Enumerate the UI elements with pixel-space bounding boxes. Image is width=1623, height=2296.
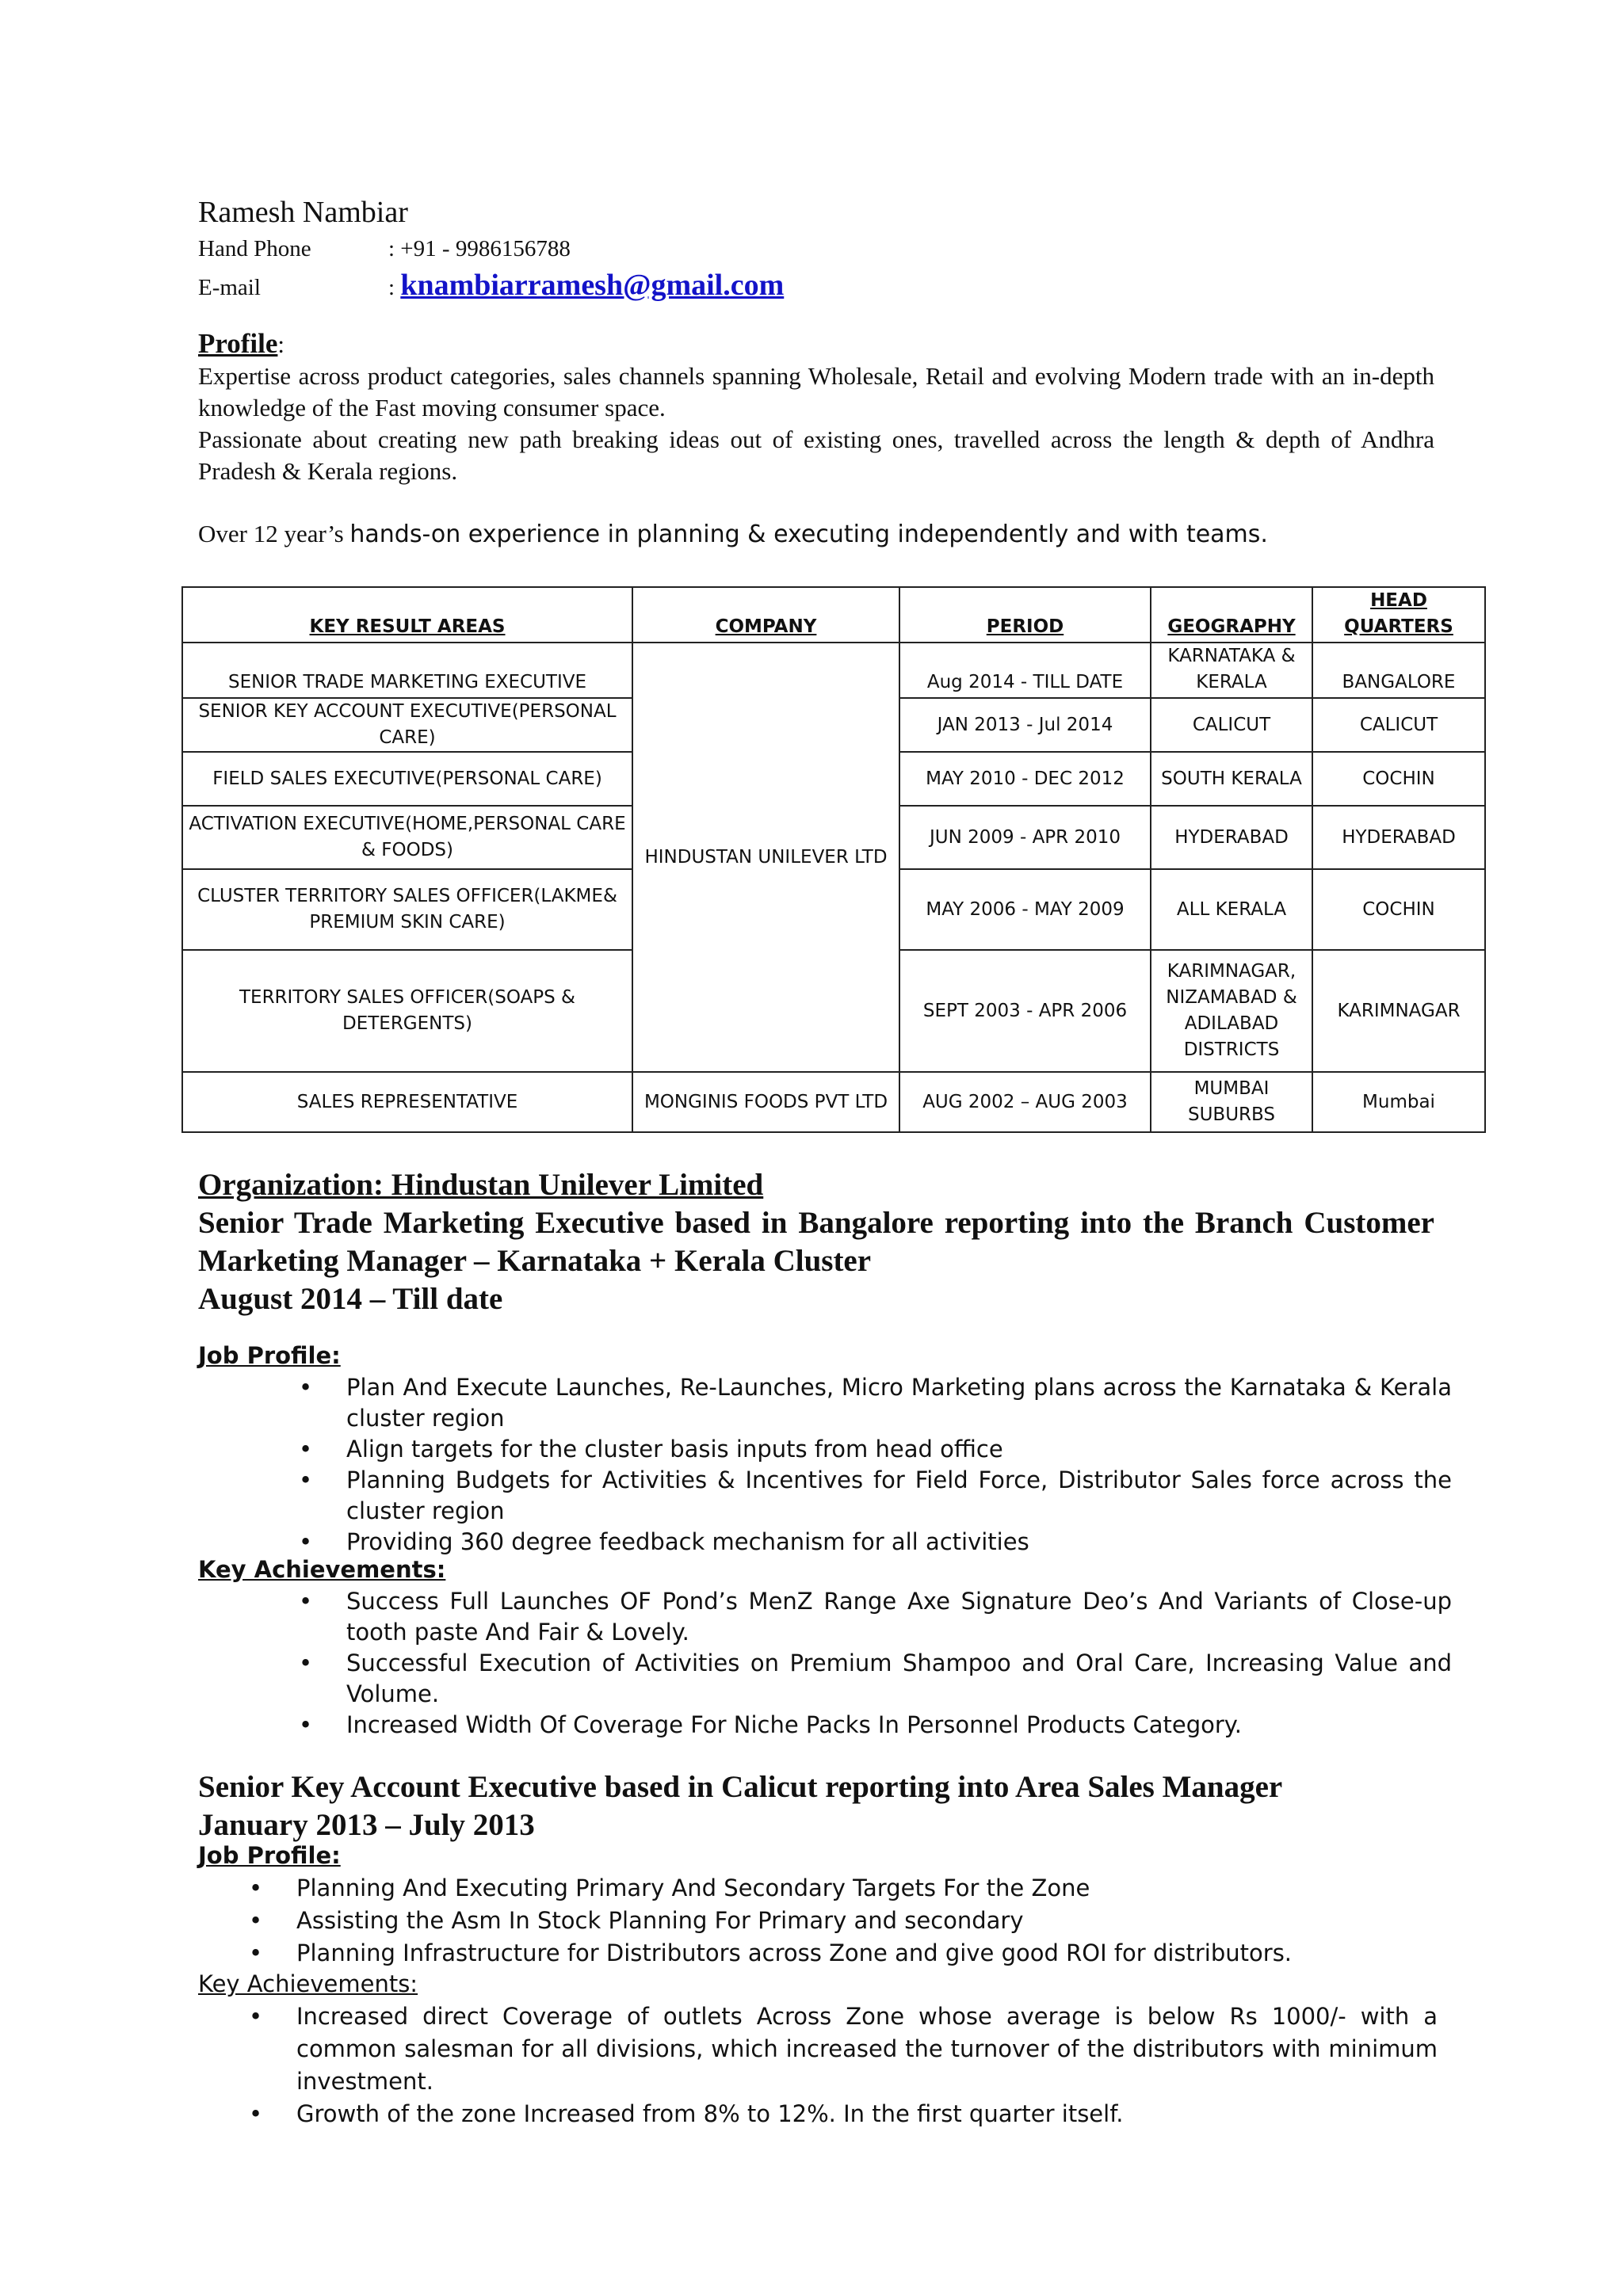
career-table	[181, 586, 1486, 1133]
list-item-text: Successful Execution of Activities on Premium Shampoo and Oral Care, Increasing Value and Volume.	[346, 1650, 1452, 1707]
hq-cell: COCHIN	[1312, 752, 1485, 806]
kra-cell: SALES REPRESENTATIVE	[182, 1072, 632, 1132]
table-header-row	[182, 587, 1485, 643]
bullet-icon: •	[299, 1711, 313, 1738]
kra-cell: CLUSTER TERRITORY SALES OFFICER(LAKME& PREMIUM SKIN CARE)	[182, 869, 632, 950]
list-item-text: Increased Width Of Coverage For Niche Packs In Personnel Products Category.	[346, 1711, 1243, 1738]
bullet-icon: •	[299, 1650, 313, 1676]
list-item	[249, 2000, 1438, 2098]
geography-cell: MUMBAI SUBURBS	[1151, 1072, 1312, 1132]
geography-cell: KARNATAKA & KERALA	[1151, 643, 1312, 698]
profile-paragraph-2: Passionate about creating new path breaking ideas out of existing ones, travelled across the length & depth of Andhra Pradesh & Kerala regions.	[198, 425, 1434, 485]
bullet-icon: •	[299, 1466, 313, 1493]
experience-suffix: hands-on experience in planning & executing independently and with teams.	[349, 521, 1268, 548]
period-cell: JAN 2013 - Jul 2014	[899, 698, 1151, 752]
profile-heading-row	[198, 328, 1434, 360]
geography-cell: KARIMNAGAR, NIZAMABAD & ADILABAD DISTRICTS	[1151, 950, 1312, 1072]
phone-label: Hand Phone	[198, 236, 311, 261]
role1-achievements-list	[299, 1586, 1452, 1741]
email-separator: :	[388, 275, 395, 300]
role2-job-profile-list	[249, 1872, 1438, 1970]
kra-cell: ACTIVATION EXECUTIVE(HOME,PERSONAL CARE & FOODS)	[182, 806, 632, 869]
role2-title: Senior Key Account Executive based in Calicut reporting into Area Sales Manager	[198, 1770, 1283, 1804]
bullet-icon: •	[249, 2003, 263, 2030]
geography-cell: SOUTH KERALA	[1151, 752, 1312, 806]
table-row	[182, 1072, 1485, 1132]
kra-cell: TERRITORY SALES OFFICER(SOAPS & DETERGENTS)	[182, 950, 632, 1072]
company-cell-monginis: MONGINIS FOODS PVT LTD	[632, 1072, 899, 1132]
list-item-text: Providing 360 degree feedback mechanism for all activities	[346, 1528, 1029, 1555]
header-company: COMPANY	[632, 587, 899, 643]
email-label: E-mail	[198, 275, 261, 300]
role1-dates: August 2014 – Till date	[198, 1282, 503, 1316]
list-item	[299, 1648, 1452, 1710]
bullet-icon: •	[299, 1436, 313, 1463]
role1-job-profile-list	[299, 1372, 1452, 1558]
bullet-icon: •	[299, 1374, 313, 1401]
period-cell: MAY 2010 - DEC 2012	[899, 752, 1151, 806]
profile-heading-colon: :	[277, 330, 285, 358]
period-cell: AUG 2002 – AUG 2003	[899, 1072, 1151, 1132]
bullet-icon: •	[299, 1528, 313, 1555]
kra-cell: FIELD SALES EXECUTIVE(PERSONAL CARE)	[182, 752, 632, 806]
hq-cell: KARIMNAGAR	[1312, 950, 1485, 1072]
list-item-text: Increased direct Coverage of outlets Across Zone whose average is below Rs 1000/- with a common salesman for all divisions, which increased the turnover of the distributors with minimum investment.	[296, 2003, 1438, 2095]
list-item	[299, 1465, 1452, 1527]
kra-cell: SENIOR TRADE MARKETING EXECUTIVE	[182, 643, 632, 698]
list-item	[299, 1710, 1452, 1741]
bullet-icon: •	[249, 1907, 263, 1934]
header-period: PERIOD	[899, 587, 1151, 643]
phone-row	[198, 236, 571, 262]
list-item-text: Assisting the Asm In Stock Planning For Primary and secondary	[296, 1907, 1024, 1934]
list-item	[299, 1434, 1452, 1465]
hq-cell: Mumbai	[1312, 1072, 1485, 1132]
list-item	[249, 1872, 1438, 1905]
period-cell: JUN 2009 - APR 2010	[899, 806, 1151, 869]
profile-heading: Profile	[198, 328, 278, 359]
header-head-quarters: HEAD QUARTERS	[1312, 587, 1485, 643]
list-item-text: Planning Budgets for Activities & Incentives for Field Force, Distributor Sales force across the cluster region	[346, 1466, 1452, 1524]
role2-dates: January 2013 – July 2013	[198, 1808, 535, 1842]
header-geography: GEOGRAPHY	[1151, 587, 1312, 643]
list-item	[299, 1372, 1452, 1434]
experience-prefix: Over 12 year’s	[198, 520, 344, 547]
profile-paragraph-1: Expertise across product categories, sales channels spanning Wholesale, Retail and evolving Modern trade with an in-depth knowledge of the Fast moving consumer space.	[198, 362, 1434, 421]
list-item-text: Align targets for the cluster basis inputs from head office	[346, 1436, 1003, 1463]
period-cell: Aug 2014 - TILL DATE	[899, 643, 1151, 698]
list-item-text: Success Full Launches OF Pond’s MenZ Range Axe Signature Deo’s And Variants of Close-up tooth paste And Fair & Lovely.	[346, 1588, 1452, 1646]
list-item-text: Plan And Execute Launches, Re-Launches, Micro Marketing plans across the Karnataka & Kerala cluster region	[346, 1374, 1452, 1432]
bullet-icon: •	[249, 1875, 263, 1901]
list-item	[299, 1586, 1452, 1648]
hq-cell: CALICUT	[1312, 698, 1485, 752]
role2-achievements-list	[249, 2000, 1438, 2130]
email-row	[198, 268, 784, 303]
role1-achievements-heading: Key Achievements:	[198, 1556, 446, 1583]
geography-cell: HYDERABAD	[1151, 806, 1312, 869]
bullet-icon: •	[249, 2100, 263, 2127]
role1-title: Senior Trade Marketing Executive based in Bangalore reporting into the Branch Customer Marketing Manager – Karnataka + Kerala Cluster	[198, 1206, 1434, 1278]
role1-job-profile-heading: Job Profile:	[198, 1342, 341, 1369]
kra-cell: SENIOR KEY ACCOUNT EXECUTIVE(PERSONAL CARE)	[182, 698, 632, 752]
period-cell: MAY 2006 - MAY 2009	[899, 869, 1151, 950]
hq-cell: HYDERABAD	[1312, 806, 1485, 869]
hq-cell: BANGALORE	[1312, 643, 1485, 698]
company-cell-hul: HINDUSTAN UNILEVER LTD	[632, 643, 899, 1072]
header-key-result-areas: KEY RESULT AREAS	[182, 587, 632, 643]
phone-value: : +91 - 9986156788	[388, 236, 571, 261]
list-item	[249, 2098, 1438, 2130]
list-item	[249, 1905, 1438, 1937]
role2-job-profile-heading: Job Profile:	[198, 1842, 341, 1869]
list-item	[299, 1527, 1452, 1558]
experience-summary	[198, 520, 1268, 548]
candidate-name: Ramesh Nambiar	[198, 196, 408, 229]
organization-title: Organization: Hindustan Unilever Limited	[198, 1168, 764, 1202]
role2-achievements-heading: Key Achievements:	[198, 1970, 418, 1997]
list-item-text: Growth of the zone Increased from 8% to 12%. In the first quarter itself.	[296, 2100, 1124, 2127]
list-item-text: Planning Infrastructure for Distributors across Zone and give good ROI for distributors.	[296, 1939, 1293, 1966]
hq-cell: COCHIN	[1312, 869, 1485, 950]
table-row	[182, 643, 1485, 698]
geography-cell: ALL KERALA	[1151, 869, 1312, 950]
list-item-text: Planning And Executing Primary And Secondary Targets For the Zone	[296, 1875, 1090, 1901]
email-link[interactable]: knambiarramesh@gmail.com	[400, 269, 785, 302]
profile-section	[198, 328, 1434, 487]
list-item	[249, 1937, 1438, 1970]
geography-cell: CALICUT	[1151, 698, 1312, 752]
bullet-icon: •	[299, 1588, 313, 1615]
period-cell: SEPT 2003 - APR 2006	[899, 950, 1151, 1072]
bullet-icon: •	[249, 1939, 263, 1966]
